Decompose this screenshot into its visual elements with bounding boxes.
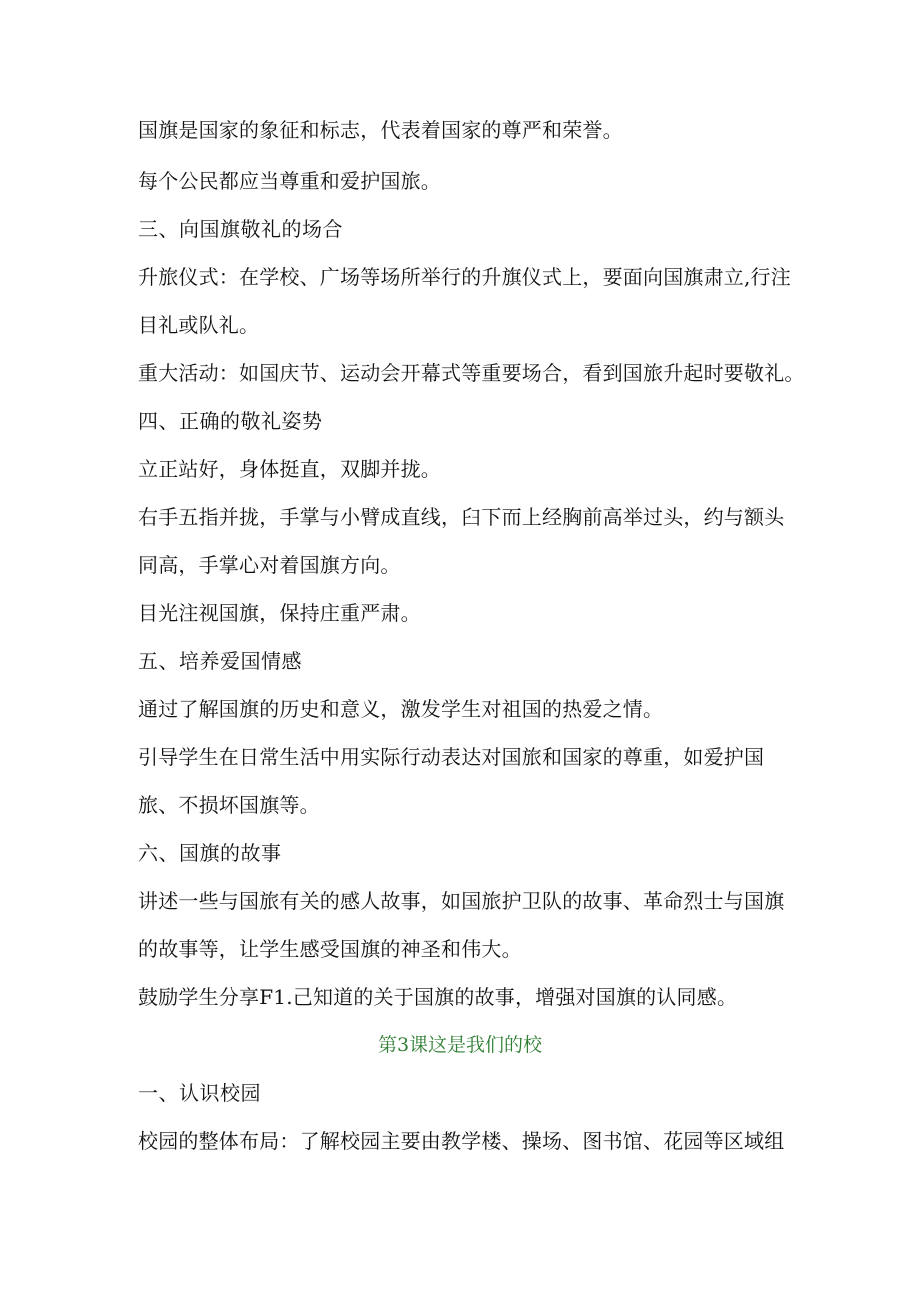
- section-4-heading: 四、正确的敬礼姿势: [138, 409, 323, 433]
- section-6-p2: 鼓励学生分享F1.己知道的关于国旗的故事，增强对国旗的认同感。: [138, 985, 738, 1009]
- section-5-p2-line-2: 旅、不损坏国旗等。: [138, 793, 320, 817]
- section-6-p1-line-1: 讲述一些与国旅有关的感人故事，如国旅护卫队的故事、革命烈士与国旗: [138, 889, 785, 913]
- section-4-p3: 目光注视国旗，保持庄重严肃。: [138, 601, 421, 625]
- section-5-p1: 通过了解国旗的历史和意义，激发学生对祖国的热爱之情。: [138, 697, 664, 721]
- section-3-p2: 重大活动：如国庆节、运动会开幕式等重要场合，看到国旅升起时要敬礼。: [138, 361, 805, 385]
- intro-line-1: 国旗是国家的象征和标志，代表着国家的尊严和荣誉。: [138, 118, 623, 142]
- section-3-heading: 三、向国旗敬礼的场合: [138, 217, 343, 241]
- section-3-p1-line-2: 目礼或队礼。: [138, 313, 260, 337]
- section-6-p1-line-2: 的故事等，让学生感受国旗的神圣和伟大。: [138, 937, 522, 961]
- section-3-p1-line-1: 升旅仪式：在学校、广场等场所举行的升旗仪式上，要面向国旗肃立,行注: [138, 265, 791, 289]
- section-4-p1: 立正站好，身体挺直，双脚并拢。: [138, 457, 441, 481]
- section-5-heading: 五、培养爱国情感: [138, 649, 302, 673]
- section-4-p2-line-1: 右手五指并拢，手掌与小臂成直线，臼下而上经胸前高举过头，约与额头: [138, 505, 785, 529]
- lesson-3-title: 第3课这是我们的校: [377, 1034, 543, 1056]
- lesson-3-heading-1: 一、认识校园: [138, 1081, 261, 1105]
- lesson-3-p1: 校园的整体布局：了解校园主要由教学楼、操场、图书馆、花园等区域组: [138, 1129, 785, 1153]
- intro-line-2: 每个公民都应当尊重和爱护国旅。: [138, 169, 441, 193]
- section-6-heading: 六、国旗的故事: [138, 841, 282, 865]
- section-5-p2-line-1: 引导学生在日常生活中用实际行动表达对国旅和国家的尊重，如爱护国: [138, 745, 765, 769]
- section-4-p2-line-2: 同高，手掌心对着国旗方向。: [138, 553, 401, 577]
